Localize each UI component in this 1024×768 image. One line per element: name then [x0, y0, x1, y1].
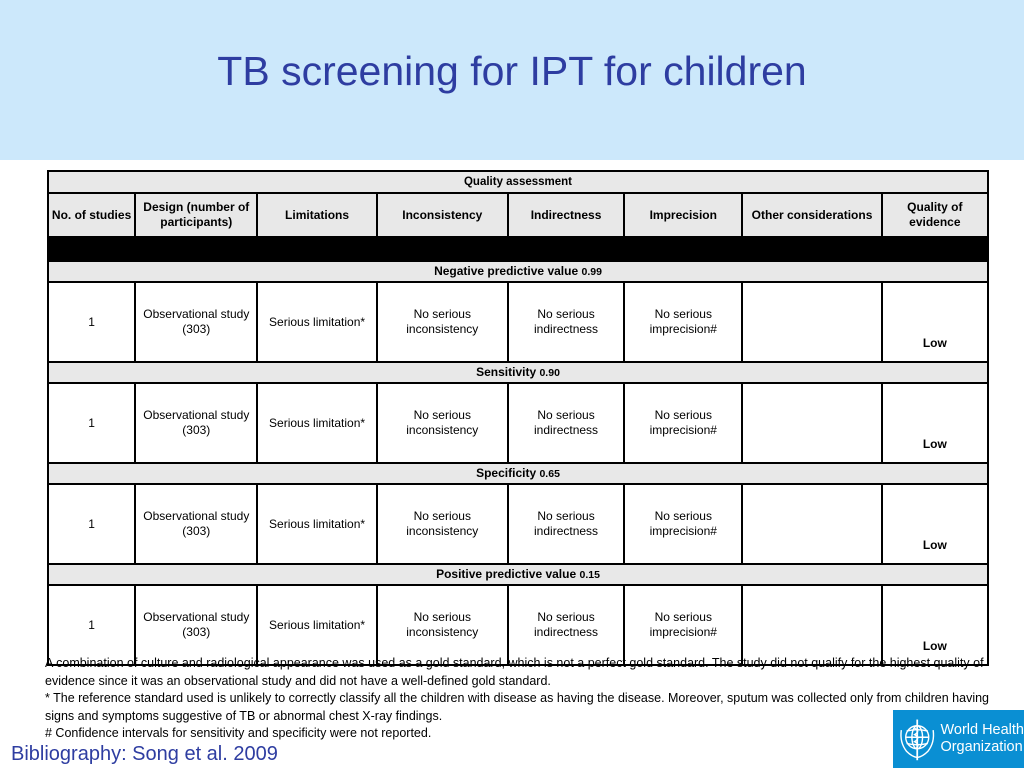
- cell-quality: Low: [882, 383, 988, 463]
- quality-assessment-header: Quality assessment: [48, 171, 988, 193]
- section-value: 0.15: [579, 568, 600, 581]
- cell-inconsistency: No serious inconsistency: [377, 383, 508, 463]
- slide-title: TB screening for IPT for children: [217, 48, 807, 94]
- column-header-row: [48, 193, 988, 237]
- who-line-2: Organization: [940, 739, 1023, 755]
- section-label-cell: [48, 261, 988, 282]
- section-label-cell: [48, 463, 988, 484]
- cell-indirectness: No serious indirectness: [508, 585, 624, 665]
- table-row: [48, 282, 988, 362]
- section-label: Sensitivity: [476, 364, 537, 379]
- cell-quality: Low: [882, 484, 988, 564]
- cell-indirectness: No serious indirectness: [508, 484, 624, 564]
- col-header-studies: No. of studies: [48, 193, 135, 237]
- table-row: [48, 383, 988, 463]
- footnote-imprecision: # Confidence intervals for sensitivity and specificity were not reported.: [45, 726, 432, 740]
- cell-studies: 1: [48, 383, 135, 463]
- cell-inconsistency: No serious inconsistency: [377, 282, 508, 362]
- section-row-npv: [48, 261, 988, 282]
- cell-indirectness: No serious indirectness: [508, 383, 624, 463]
- cell-imprecision: No serious imprecision#: [624, 383, 742, 463]
- footnote-gold-standard: A combination of culture and radiological appearance was used as a gold standard, which is not a perfect gold standard. The study did not qualify for the highest quality of evidence since it was an observational study and did not have a well-defined gold standard.: [45, 656, 984, 688]
- section-label: Specificity: [476, 465, 537, 480]
- who-line-1: World Health: [940, 722, 1024, 738]
- footnote-limitation: * The reference standard used is unlikely to correctly classify all the children with disease as having the disease. Moreover, sputum was collected only from children having signs and symptoms suggestive of TB or abnormal chest X-ray findings.: [45, 691, 989, 723]
- cell-design: Observational study (303): [135, 383, 257, 463]
- cell-imprecision: No serious imprecision#: [624, 585, 742, 665]
- section-value: 0.90: [539, 366, 560, 379]
- section-label-cell: [48, 362, 988, 383]
- quality-assessment-row: [48, 171, 988, 193]
- who-wordmark: [940, 722, 1024, 756]
- cell-design: Observational study (303): [135, 484, 257, 564]
- cell-other: [742, 282, 881, 362]
- section-label-cell: [48, 564, 988, 585]
- cell-imprecision: No serious imprecision#: [624, 484, 742, 564]
- col-header-limitations: Limitations: [257, 193, 376, 237]
- section-row-ppv: [48, 564, 988, 585]
- cell-quality: Low: [882, 585, 988, 665]
- cell-inconsistency: No serious inconsistency: [377, 484, 508, 564]
- section-label: Positive predictive value: [436, 566, 577, 581]
- cell-studies: 1: [48, 585, 135, 665]
- col-header-quality: Quality of evidence: [882, 193, 988, 237]
- col-header-inconsistency: Inconsistency: [377, 193, 508, 237]
- section-row-specificity: [48, 463, 988, 484]
- bibliography: Bibliography: Song et al. 2009: [11, 743, 278, 765]
- cell-limitations: Serious limitation*: [257, 585, 376, 665]
- col-header-indirectness: Indirectness: [508, 193, 624, 237]
- cell-other: [742, 585, 881, 665]
- cell-design: Observational study (303): [135, 282, 257, 362]
- cell-limitations: Serious limitation*: [257, 282, 376, 362]
- col-header-design: Design (number of participants): [135, 193, 257, 237]
- section-row-sensitivity: [48, 362, 988, 383]
- section-value: 0.65: [539, 467, 560, 480]
- cell-studies: 1: [48, 484, 135, 564]
- cell-limitations: Serious limitation*: [257, 484, 376, 564]
- section-value: 0.99: [581, 265, 602, 278]
- footnotes: [45, 655, 1020, 743]
- col-header-imprecision: Imprecision: [624, 193, 742, 237]
- cell-limitations: Serious limitation*: [257, 383, 376, 463]
- section-label: Negative predictive value: [434, 263, 579, 278]
- separator-row: [48, 237, 988, 261]
- cell-quality: Low: [882, 282, 988, 362]
- cell-other: [742, 383, 881, 463]
- table-row: [48, 484, 988, 564]
- cell-inconsistency: No serious inconsistency: [377, 585, 508, 665]
- cell-other: [742, 484, 881, 564]
- who-logo: [893, 710, 1024, 768]
- col-header-other: Other considerations: [742, 193, 881, 237]
- table-row: [48, 585, 988, 665]
- separator-cell: [48, 237, 988, 261]
- cell-imprecision: No serious imprecision#: [624, 282, 742, 362]
- who-emblem-icon: [896, 713, 938, 765]
- cell-design: Observational study (303): [135, 585, 257, 665]
- grade-table: [47, 170, 989, 666]
- cell-indirectness: No serious indirectness: [508, 282, 624, 362]
- cell-studies: 1: [48, 282, 135, 362]
